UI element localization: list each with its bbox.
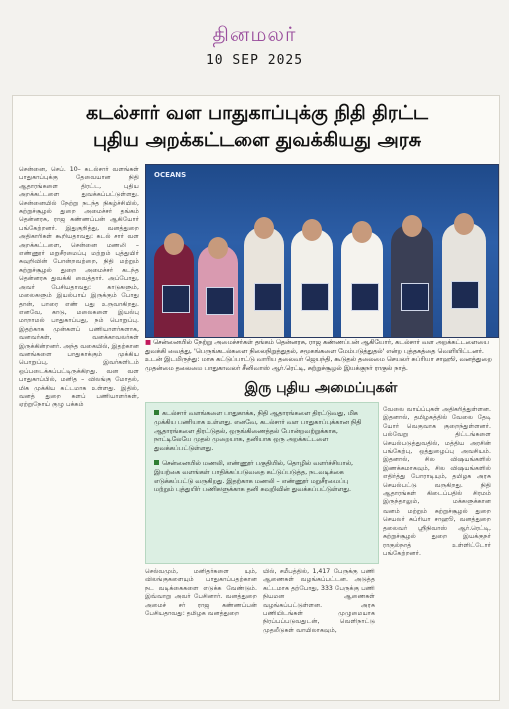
body-column-right-bottom: வனம் மற்றும் சுற்றுச்சூழல் துறை செயலர் சுப்ரியா சாஹூ, வனத்துறை தலைவர் ஸ்ரீநிவாஸ் ஆர்.ரெட்டி, சுற்றுச்சூழல் துறை இயக்குநர் ராகுல்நாத் உள்ளிட்டோர் பங்கேற்றனர். — [383, 508, 491, 558]
book-cover — [351, 283, 379, 311]
person-figure — [442, 223, 486, 337]
newspaper-masthead — [0, 22, 509, 68]
highlight-box — [145, 402, 379, 564]
photo-backdrop-banner: OCEANS — [154, 171, 187, 179]
body-column-mid-2: யில், சமீபத்தில், 1,417 பேருக்கு பணி ஆணைகள் வழங்கப்பட்டன. அடுத்த கட்டமாக தற்போது, 333 பேருக்கு பணி நியமன ஆணைகள் வழங்கப்பட்டுள்ளன. அரசு பணியிடங்கள் முழுமையாக நிரப்பப்படுவதுடன், வெளிநாட்டு முதலீடுகள் வாயிலாகவும், — [263, 568, 375, 634]
headline — [27, 100, 487, 158]
news-clipping — [12, 95, 500, 701]
book-cover — [301, 283, 329, 311]
person-head — [254, 217, 274, 239]
book-cover — [206, 287, 234, 315]
photo-caption-text: சென்னையில் நேற்று அமைச்சர்கள் தங்கம் தென்னரசு, ராஜ கண்ணப்பன் ஆகியோர், கடல்சார் வள அறக்கட்டளையை துவக்கி வைத்து, 'பெருங்கடல்களை நிலைநிறுத்துதல், சமூகங்களை மேம்படுத்துதல்' என்ற புத்தகத்தை வெளியிட்டனர். உடன் இடமிருந்து: மாசு கட்டுப்பாட்டு வாரிய தலைவர் ஜெயந்தி, கூடுதல் தலைமை செயலர் சுப்ரியா சாஹூ, வனத்துறை முதன்மை தலைமை பாதுகாவலர் சீனிவாஸ் ஆர்.ரெட்டி, சுற்றுச்சூழல் இயக்குநர் ராகுல் நாத். — [145, 338, 492, 372]
event-photo — [145, 164, 499, 338]
highlight-item-text: சென்னையில் மணலி, எண்ணூர் பகுதியில், தொழில் வளர்ச்சியால், இயற்கை வளங்கள் பாதிக்கப்படுவதை கட்டுப்படுத்த, நடவடிக்கை எடுக்கப்பட்டு வருகிறது. இதற்காக மணலி – எண்ணூர் மறுசீரமைப்பு மற்றும் புத்துயிர் பணிகளுக்காக தனி சுவுறிவின் துவக்கப்பட்டுள்ளது. — [154, 458, 354, 494]
highlight-item-text: கடல்சார் வளங்களை பாதுகாக்க, நிதி ஆதாரங்களை திரட்டுவது, மிக முக்கிய பணியாக உள்ளது. எனவே, கடல்சார் வள பாதுகாப்புக்கான நிதி ஆதாரங்களை திரட்டுதல், ஒருங்கிணைத்தல் போன்றவற்றுக்காக, நாட்டிலேயே முதல் முறையாக, தனியாக ஒரு அறக்கட்டளை துவக்கப்பட்டுள்ளது. — [154, 409, 362, 453]
person-head — [402, 215, 422, 237]
newspaper-name: தினமலர் — [212, 22, 297, 46]
person-figure — [244, 227, 284, 337]
photo-caption — [145, 338, 497, 372]
highlight-item — [154, 409, 370, 453]
person-head — [454, 213, 474, 235]
highlight-item — [154, 459, 370, 494]
book-cover — [254, 283, 282, 311]
book-cover — [451, 281, 479, 309]
book-cover — [162, 285, 190, 313]
body-column-mid-1: செல்வமும், மனிதர்களை யும், விலங்குகளையும் பாதுகாப்பதற்கான நட வடிக்கைகளை எடுக்க வேண்டும். இவ்வாறு அவர் பேசினார். வனத்துறை அமைச் சர் ராஜ கண்ணப்பன் பேசியதாவது: தமிழக வனத்துறை — [145, 568, 257, 618]
person-head — [208, 237, 228, 259]
bullet-icon — [154, 460, 159, 465]
headline-line-2: புதிய அறக்கட்டளை துவக்கியது அரசு — [92, 129, 422, 151]
headline-line-1: கடல்சார் வள பாதுகாப்புக்கு நிதி திரட்ட — [86, 102, 428, 124]
caption-bullet: ■ — [145, 338, 154, 346]
sidebar-box-title: இரு புதிய அமைப்புகள் — [244, 380, 398, 396]
person-head — [164, 233, 184, 255]
book-cover — [401, 283, 429, 311]
person-figure — [391, 225, 433, 337]
body-column-right-top: வேலை வாய்ப்புகள் அதிகரித்துள்ளன. இதனால், தமிழகத்தில் வேலை தேடி யோர் வெகுவாக குறைந்துள்ளனர். பல்வேறு திட்டங்களை செயல்படுத்துவதில், மத்திய அரசின் பங்கேற்பு, ஒத்துழைப்பு அவசியம். இதனால், சில விஷயங்களில் இணக்கமாகவும், சில விஷயங்களில் எதிர்த்து போராடியும், தமிழக அரசு செயல்பட்டு வருகிறது. நிதி ஆதாரங்கள் கிடைப்பதில் சிரமம் இருந்தாலும், மக்களுக்கான — [383, 406, 491, 506]
publication-date: 10 SEP 2025 — [205, 53, 304, 68]
person-head — [302, 219, 322, 241]
person-head — [352, 221, 372, 243]
bullet-icon — [154, 410, 159, 415]
body-column-left: சென்னை, செப். 10– கடல்சார் வளங்கள் பாதுகாப்புக்கு தேவையான நிதி ஆதாரங்களை திரட்ட, புதிய அறக்கட்டளை துவக்கப்பட்டுள்ளது. சென்னையில் நேற்று நடந்த நிகழ்ச்சியில், சுற்றுச்சூழல் துறை அமைச்சர் தங்கம் தென்னரசு, ராஜ கண்ணப்பன் ஆகியோர் பங்கேற்றனர். இதுகுறித்து, வனத்துறை அதிகாரிகள் கூறியதாவது: கடல் சார் வள அறக்கட்டளை, சென்னை மணலி – எண்ணூர் மறுசீரமைப்பு மற்றும் புத்துயிர் சுவுறிவின் போன்றவற்றை, நிதி மற்றும் சுற்றுச்சூழல் துறை அமைச்சர் கடந்த தென்னரசு துவக்கி வைத்தார். அப்போது, அவர் பேசியதாவது: காடுகளும், மலைகளும் இயல்பாய் இருக்கும் போது தான், பாரை எண் பது உருவாகிறது. எனவே, காடு, மலைகளை இயல்பு மாறாமல் பாதுகாப்பது, நம் பொறுப்பு. இதற்காக முன்களப் பணியாளர்களாக, வனவர்கள், வனக்காவலர்கள் இருக்கின்றனர். அந்த வகையில், இதற்கான வனங்களை பாதுகாக்கும் முக்கிய பொறுப்பு, இவர்களிடம் ஒப்படைக்கப்பட்டிருக்கிறது. வன வள பாதுகாப்பில், மனித – விலங்கு மோதல், மிக முக்கிய கட்டமாக உள்ளது. இதில், வனத் துறை களப் பணியாளர்கள், ஏற்றுநோய் குழு பக்கம் — [19, 166, 139, 409]
